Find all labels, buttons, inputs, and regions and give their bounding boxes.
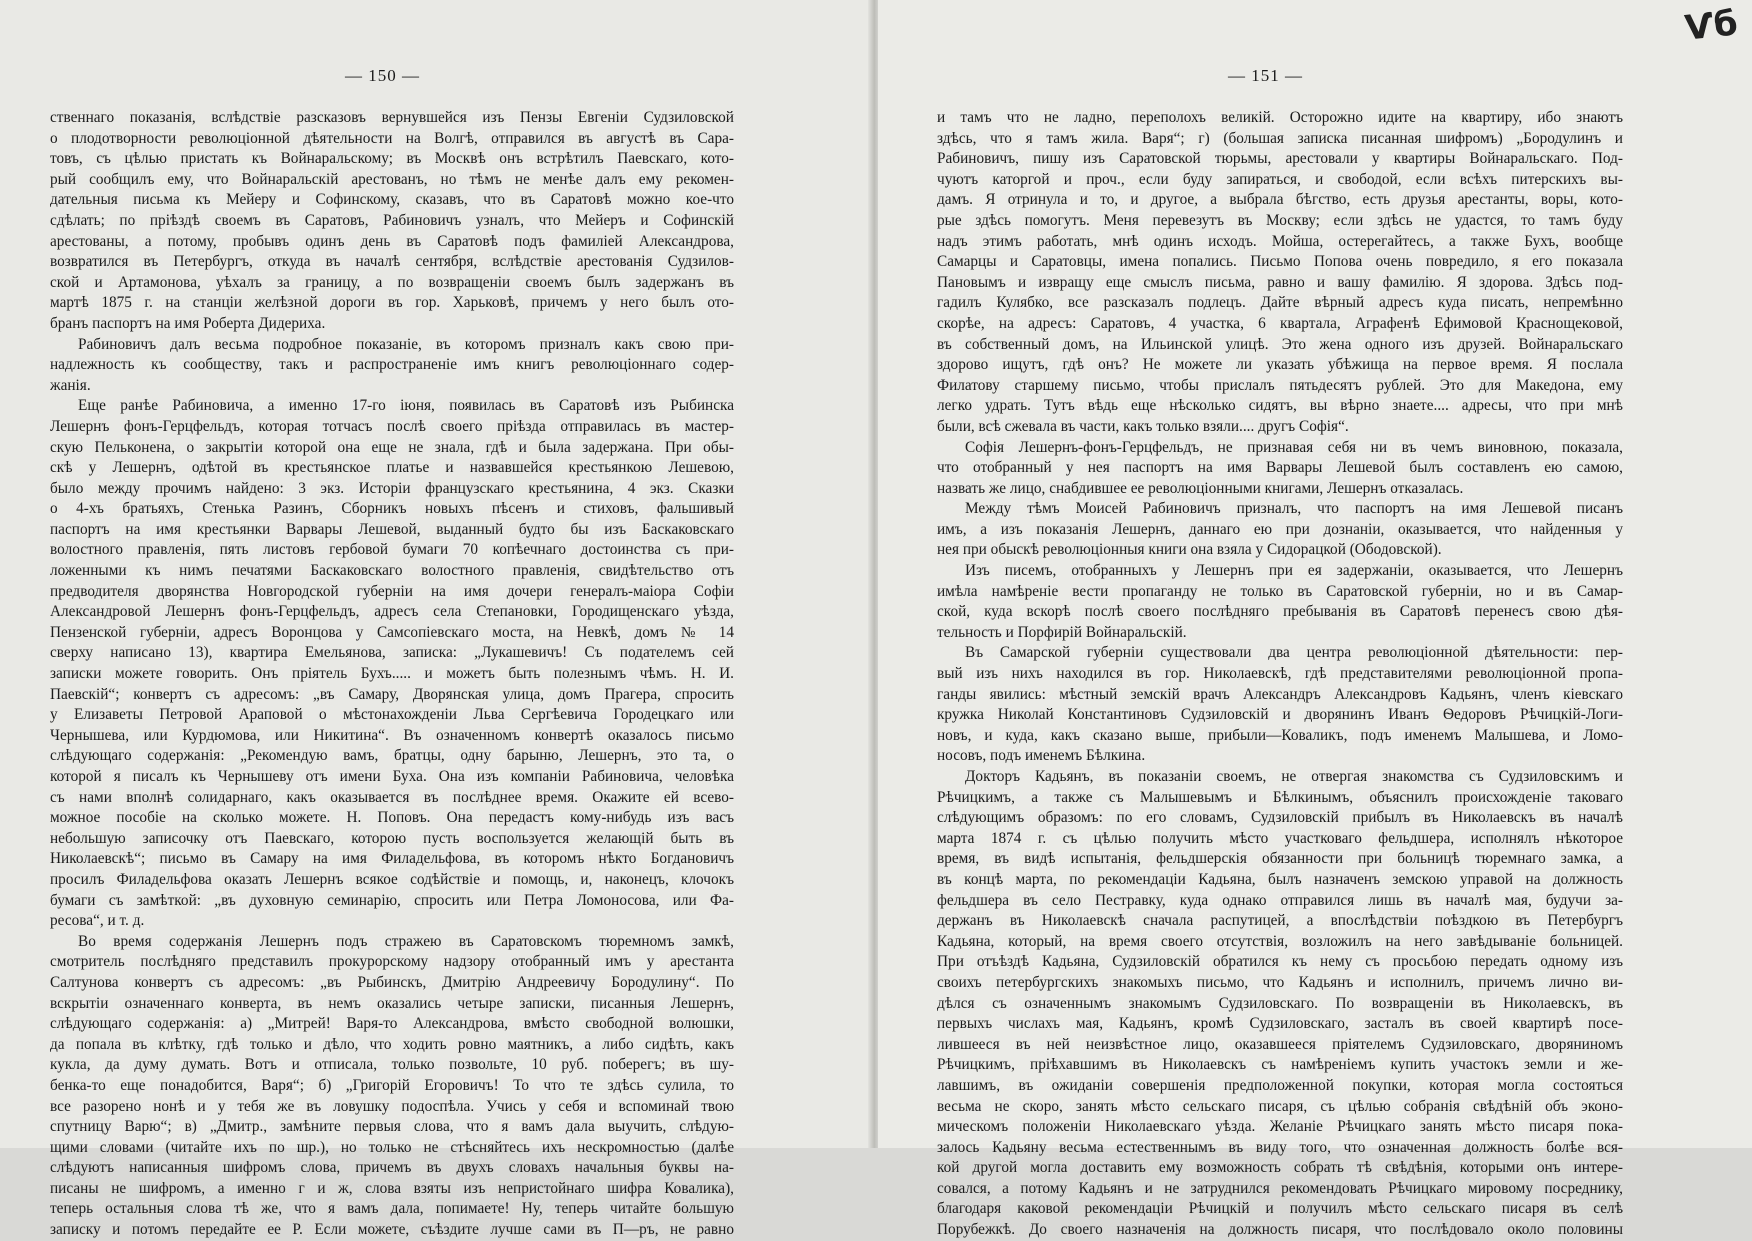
text-line: записки можете говорить. Онъ пріятель Бухъ..... и можетъ быть полезнымъ чѣмъ. Н. И. (50, 665, 734, 683)
text-line: благодаря каковой рекомендаціи Рѣчицкій и получилъ мѣсто сельскаго писаря въ селѣ (937, 1200, 1623, 1218)
text-line: назвать же лицо, снабдившее ее революціонными книгами, Лешернъ отказалась. (937, 479, 1464, 497)
text-line: совался, а потому Кадьянъ и не затруднился рекомендовать Рѣчицкаго мировому посреднику, (937, 1179, 1623, 1197)
text-line: дательныя письма къ Мейеру и Софинскому, сказавъ, что въ Саратовѣ можно кое-что (50, 191, 734, 209)
text-line: слѣдуютъ написанныя шифромъ слова, причемъ въ двухъ словахъ начальныя буквы на- (50, 1159, 734, 1177)
text-line: и тамъ что не ладно, переполохъ великій. Осторожно идите на квартиру, ибо знаютъ (937, 109, 1623, 126)
text-line: лавшимъ, въ ожиданіи совершенія предположенной покупки, которая могла состояться (937, 1076, 1623, 1094)
text-line: волостного правленія, пять листовъ гербовой бумаги 70 копѣечнаго достоинства съ при- (50, 541, 734, 559)
text-line: слѣдующаго содержанія: а) „Митрей! Варя-то Александрова, вмѣсто свободной волюшки, (50, 1015, 734, 1033)
text-line: фельдшера въ село Пестравку, куда однако отправился лишь въ началѣ мая, будучи за- (937, 891, 1623, 909)
text-line: да попала въ клѣтку, гдѣ только и дѣло, что ходить ровно маятникъ, а либо сидѣть, какъ (50, 1035, 734, 1053)
text-line: рый сообщилъ ему, что Войнаральскій арестованъ, но тѣмъ не менѣе далъ ему рекомен- (50, 170, 734, 188)
text-line: скую Пельконена, о закрытіи которой она еще не знала, гдѣ и была задержана. При обы- (50, 438, 734, 456)
left-page (0, 0, 874, 1239)
text-line: своихъ петербургскихъ знакомыхъ письмо, что Кадьянъ и исполнилъ, причемъ лично ви- (937, 973, 1623, 991)
text-line: Филатову старшему письмо, чтобы прислалъ пятьдесятъ рублей. Это для Македона, ему (937, 376, 1623, 394)
text-line: ственнаго показанія, вслѣдствіе разсказовъ вернувшейся изъ Пензы Евгеніи Судзиловской (50, 109, 734, 126)
text-line: надъ этимъ работать, мнѣ одинъ исходъ. Мойша, остерегайтесь, а также Бухъ, вообще (937, 232, 1623, 250)
text-line: Рѣчицкимъ, а также съ Малышевымъ и Бѣлкинымъ, объяснилъ происхожденіе таковаго (937, 788, 1623, 806)
text-line: предводителя дворянства Новгородской губерніи на имя дочери генералъ-маіора Софіи (50, 582, 734, 600)
text-line: время, въ видѣ испытанія, фельдшерскія обязанности при больницѣ тюремнаго замка, а (937, 850, 1623, 868)
text-line: слѣдующаго содержанія: „Рекомендую вамъ, братцы, одну барыню, Лешернъ, это та, о (50, 747, 734, 765)
text-line: о плодотворности революціонной дѣятельности на Волгѣ, отправился въ августѣ въ Сара- (50, 129, 734, 147)
text-line: ской и Артамонова, уѣхалъ за границу, а по возвращеніи своемъ былъ задержанъ въ (50, 273, 734, 291)
text-line: Кадьяна, который, на время своего отсутствія, возложилъ на него завѣдываніе больницей. (937, 932, 1623, 950)
text-line: вый изъ нихъ находился въ гор. Николаевскѣ, гдѣ представителями революціонной пропа- (937, 665, 1623, 683)
text-line: писаны не шифромъ, а именно г и ж, слова взяты изъ непристойнаго шифра Ковалика), (50, 1179, 734, 1197)
handwritten-mark: Ѵб (1683, 3, 1740, 49)
text-line: Пановымъ и извращу еще смыслъ письма, равно и вашу фамилію. Я здорова. Здѣсь под- (937, 273, 1623, 291)
text-line: надлежность къ сообществу, такъ и распространеніе имъ книгъ революціоннаго содер- (50, 356, 734, 374)
text-line: ложенными къ нимъ печатями Баскаковскаго волостного правленія, свидѣтельство отъ (50, 562, 734, 580)
text-line: у Елизаветы Петровой Араповой о мѣстонахожденіи Льва Сергѣевича Городецкаго или (50, 706, 734, 724)
text-line: Салтунова конвертъ съ адресомъ: „въ Рыбинскъ, Дмитрію Андреевичу Бородулину“. По (50, 973, 734, 991)
text-line: все разорено нонѣ и у тебя же въ ловушку подоспѣла. Учись у себя и вспоминай твою (50, 1097, 734, 1115)
text-line: товъ, съ цѣлью пристать къ Войнаральскому; въ Москвѣ онъ встрѣтилъ Паевскаго, кото- (50, 150, 734, 168)
text-line: смотритель послѣдняго представилъ прокурорскому надзору отобранный имъ у арестанта (50, 953, 734, 971)
text-line: Рабиновичъ далъ весьма подробное показаніе, въ которомъ призналъ какъ свою при- (78, 335, 734, 353)
text-line: Докторъ Кадьянъ, въ показаніи своемъ, не отвергая знакомства съ Судзиловскимъ и (965, 768, 1623, 785)
text-line: теперь остальныя слова тѣ же, что я вамъ дала, попимаете! Ну, теперь читайте большую (50, 1200, 734, 1218)
text-line: Порубежкѣ. До своего назначенія на должность писаря, что послѣдовало около половины (937, 1221, 1623, 1239)
text-line: Рѣчицкимъ, пріѣхавшимъ въ Николаевскъ съ намѣреніемъ купить участокъ земли и же- (937, 1056, 1623, 1074)
text-line: въ собственный домъ, на Ильинской улицѣ. Это жена одного изъ друзей. Войнаральскаго (937, 335, 1623, 353)
text-line: дѣлся съ означеннымъ знакомымъ Судзиловскаго. По возвращеніи въ Николаевскъ, въ (937, 994, 1623, 1012)
text-line: небольшую записочку отъ Паевскаго, которою пусть воспользуется желающій быть въ (50, 829, 734, 847)
text-line: щими словами (читайте ихъ по шр.), но только не стѣсняйтесь ихъ нескромностью (далѣе (50, 1138, 734, 1156)
text-line: Лешернъ фонъ-Герцфельдъ, которая тотчасъ послѣ своего пріѣзда отправилась въ мастер- (50, 417, 734, 435)
text-line: ганды явились: мѣстный земскій врачъ Александръ Александровъ Кадьянъ, членъ кіевскаго (937, 685, 1623, 703)
text-line: ской, куда вскорѣ послѣ своего послѣдняго пребыванія въ Саратовѣ перенесъ свою дѣя- (937, 603, 1623, 621)
text-line: имѣла намѣреніе вести пропаганду не только въ Саратовской губерніи, но и въ Самар- (937, 582, 1623, 600)
text-line: дамъ. Я отринула и то, и другое, а выбрала бѣгство, есть друзья арестанты, воры, кото- (937, 191, 1623, 209)
text-line: рые здѣсь помогутъ. Меня перевезутъ въ Москву; если здѣсь не удастся, то тамъ буду (937, 211, 1623, 229)
text-line: кукла, да думу думать. Вотъ и отписала, только позвольте, 10 руб. поберегъ; въ шу- (50, 1056, 734, 1074)
text-line: Во время содержанія Лешернъ подъ стражею въ Саратовскомъ тюремномъ замкѣ, (78, 932, 734, 950)
text-line: что отобранный у нея паспортъ на имя Варвары Лешевой былъ составленъ ею самою, (937, 459, 1623, 477)
text-line: тельность и Порфирій Войнаральскій. (937, 623, 1187, 641)
text-line: записку и потомъ передайте ее Р. Если можете, съѣздите лучше сами въ П—ръ, не равно (50, 1221, 734, 1239)
text-line: мартѣ 1875 г. на станціи желѣзной дороги въ гор. Харьковѣ, причемъ у него былъ ото- (50, 294, 734, 312)
text-line: Николаевскѣ“; письмо въ Самару на имя Филадельфова, въ которомъ нѣкто Богдановичъ (50, 850, 734, 868)
text-line: было между прочимъ найдено: 3 экз. Исторіи французскаго крестьянина, 4 экз. Сказки (50, 479, 734, 497)
text-line: кой другой могла доставить ему возможность собрать тѣ свѣдѣнія, которыми онъ интере- (937, 1159, 1623, 1177)
text-line: которой я писалъ къ Чернышеву отъ имени Буха. Она изъ компаніи Рабиновича, человѣка (50, 768, 734, 785)
text-line: ресова“, и т. д. (50, 912, 145, 930)
text-line: Софія Лешернъ-фонъ-Герцфельдъ, не признавая себя ни въ чемъ виновною, показала, (965, 438, 1623, 456)
page-number: — 150 — (345, 66, 420, 85)
page-body (50, 108, 734, 1241)
text-line: въ концѣ марта, по рекомендаціи Кадьяна, былъ назначенъ земскою управой на должность (937, 870, 1623, 888)
text-line: кружка Николай Константиновъ Судзиловскій и дворянинъ Иванъ Ѳедоровъ Рѣчицкій-Логи- (937, 706, 1623, 724)
text-line: Рабиновичъ, пишу изъ Саратовской тюрьмы, арестовали у квартиры Войнаральскаго. Под- (937, 150, 1623, 168)
text-line: При отъѣздѣ Кадьяна, Судзиловскій обратился къ нему съ просьбою передать одному изъ (937, 953, 1623, 971)
text-line: жанія. (50, 376, 91, 394)
text-line: нея при обыскѣ революціонныя книги она взяла у Сидорацкой (Ободовской). (937, 541, 1442, 559)
text-line: Самарцы и Саратовцы, имена попались. Письмо Попова очень повредило, я его показала (937, 253, 1623, 271)
text-line: бумаги съ замѣткой: „въ духовную семинарію, спросить или Петра Ломоносова, или Фа- (50, 891, 734, 909)
text-line: носовъ, подъ именемъ Бѣлкина. (937, 747, 1146, 765)
text-line: имъ, а изъ показанія Лешернъ, даннаго ею при дознаніи, оказывается, что найденныя у (937, 520, 1623, 538)
text-line: мическомъ положеніи Николаевскаго уѣзда. Желаніе Рѣчицкаго занять мѣсто писаря пока- (937, 1118, 1623, 1136)
text-line: Чернышева, или Курдюмова, или Никитина“. Въ означенномъ конвертѣ оказалось письмо (50, 726, 734, 744)
text-line: сдѣлать; по пріѣздѣ своемъ въ Саратовъ, Рабиновичъ узналъ, что Мейеръ и Софинскій (50, 211, 734, 229)
text-line: здорово ищутъ, гдѣ онъ? Не можете ли указать убѣжища на первое время. Я послала (937, 356, 1623, 374)
text-line: вскрытіи означеннаго конверта, въ немъ оказались четыре записки, писанныя Лешернъ, (50, 994, 734, 1012)
text-line: слѣдующимъ образомъ: по его словамъ, Судзиловскій прибылъ въ Николаевскъ въ началѣ (937, 809, 1623, 827)
text-line: чуютъ каторгой и проч., если буду запираться, и свободой, если всѣхъ питерскихъ вы- (937, 170, 1623, 188)
text-line: здѣсь, что я тамъ жила. Варя“; г) (большая записка писанная шифромъ) „Бородулинъ и (937, 129, 1623, 147)
text-line: о 4-хъ братьяхъ, Стенька Разинъ, Сборникъ новыхъ пѣсенъ и стиховъ, фальшивый (50, 500, 734, 518)
text-line: весьма не скоро, занять мѣсто сельскаго писаря, съ цѣлью собранія свѣдѣній объ эконо- (937, 1097, 1623, 1115)
text-line: Паевскій“; конвертъ съ адресомъ: „въ Самару, Дворянская улица, домъ Прагера, спросить (50, 685, 734, 703)
text-line: новъ, и куда, какъ сказано выше, прибыли—Коваликъ, подъ именемъ Малышева, и Ломо- (937, 726, 1623, 744)
text-line: просилъ Филадельфова оказать Лешернъ всякое содѣйствіе и помощь, и, наконецъ, клочокъ (50, 870, 734, 888)
text-line: марта 1874 г. съ цѣлью получить мѣсто участковаго фельдшера, исполнялъ нѣкоторое (937, 829, 1623, 847)
text-line: были, всѣ сжевала въ части, какъ только взяли.... другъ Софія“. (937, 417, 1349, 435)
text-line: Еще ранѣе Рабиновича, а именно 17-го іюня, появилась въ Саратовѣ изъ Рыбинска (78, 397, 734, 415)
right-page (878, 0, 1752, 1239)
text-line: съ нами вполнѣ солидарнаго, какъ оказывается въ послѣднее время. Окажите ей всево- (50, 788, 734, 806)
text-line: первыхъ числахъ мая, Кадьянъ, кромѣ Судзиловскаго, засталъ въ своей квартирѣ посе- (937, 1015, 1623, 1033)
page-body (937, 108, 1623, 1241)
text-line: бенка-то еще понадобится, Варя“; б) „Григорій Егоровичъ! То что те здѣсь сулила, то (50, 1076, 734, 1094)
text-line: держанъ въ Николаевскѣ сначала распутицей, а впослѣдствіи поѣздкою въ Петербургъ (937, 912, 1623, 930)
text-line: сверху написано 13), квартира Емельянова, записка: „Лукашевичъ! Съ подателемъ сей (50, 644, 734, 662)
text-line: скѣ у Лешернъ, одѣтой въ крестьянское платье и назвавшейся крестьянкою Лешевою, (50, 459, 734, 477)
text-line: Пензенской губерніи, адресъ Воронцова у Самсопіевскаго моста, на Невкѣ, домъ № 14 (50, 623, 734, 641)
text-line: Въ Самарской губерніи существовали два центра революціонной дѣятельности: пер- (965, 644, 1623, 662)
text-line: лившееся въ ней неизвѣстное лицо, оказавшееся пріятелемъ Судзиловскаго, дворяниномъ (937, 1035, 1623, 1053)
text-line: возвратился въ Петербургъ, откуда въ началѣ сентября, вслѣдствіе арестованія Судзилов- (50, 253, 734, 271)
text-line: Изъ писемъ, отобранныхъ у Лешернъ при ея задержаніи, оказывается, что Лешернъ (965, 562, 1623, 580)
text-line: скорѣе, на адресъ: Саратовъ, 4 участка, 6 квартала, Аграфенѣ Ефимовой Краснощековой, (937, 314, 1623, 332)
text-line: легко удрать. Тутъ вѣдь еще нѣсколько сидятъ, вы вѣрно знаете.... адресы, что при мнѣ (937, 397, 1623, 415)
text-line: Между тѣмъ Моисей Рабиновичъ призналъ, что паспортъ на имя Лешевой писанъ (965, 500, 1623, 518)
text-line: залось Кадьяну весьма естественнымъ въ виду того, что означенная должность болѣе вся- (937, 1138, 1623, 1156)
text-line: паспортъ на имя крестьянки Варвары Лешевой, выданный будто бы изъ Баскаковскаго (50, 520, 734, 538)
text-line: Александровой Лешернъ фонъ-Герцфельдъ, адресъ села Степановки, Городищенскаго уѣзда, (50, 603, 734, 621)
text-line: гадилъ Кулябко, все разсказалъ подлецъ. Дайте вѣрный адресъ куда писать, непремѣнно (937, 294, 1623, 312)
text-line: арестованы, а потому, пробывъ одинъ день въ Саратовѣ подъ фамиліей Александрова, (50, 232, 734, 250)
page-number: — 151 — (1228, 66, 1303, 85)
text-line: спутницу Варю“; в) „Дмитр., замѣните первыя слова, что я вамъ дала выучить, слѣдую- (50, 1118, 734, 1136)
text-line: бранъ паспортъ на имя Роберта Дидериха. (50, 314, 326, 332)
text-line: можное пособіе на сколько можете. Н. Поповъ. Она передастъ кому-нибудь изъ васъ (50, 809, 734, 827)
